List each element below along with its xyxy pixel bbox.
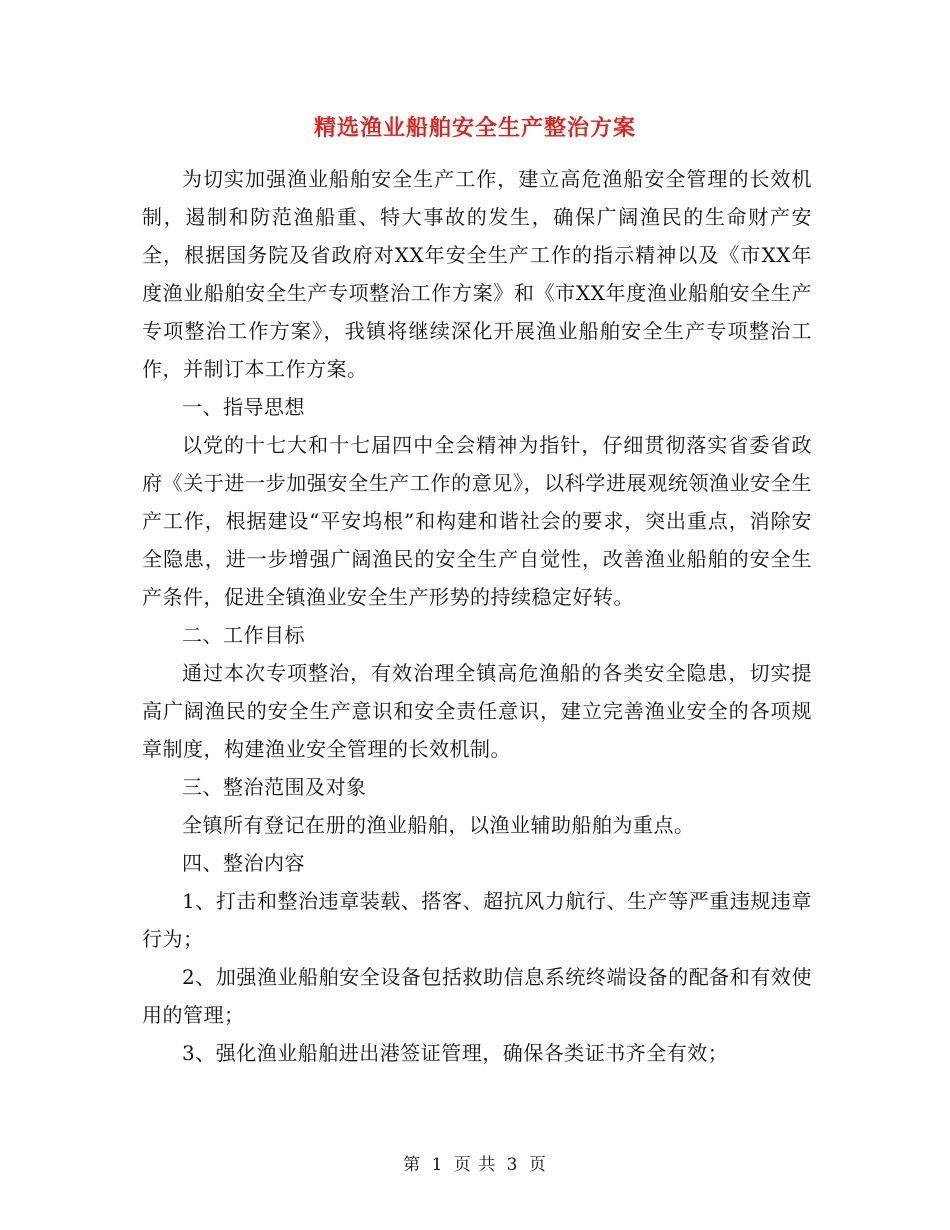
paragraph-scope: 全镇所有登记在册的渔业船舶，以渔业辅助船舶为重点。	[182, 813, 695, 837]
footer-suffix: 页	[528, 1155, 547, 1175]
list-item-3: 3、强化渔业船舶进出港签证管理，确保各类证书齐全有效；	[182, 1041, 729, 1065]
list-item-1: 1、打击和整治违章装载、搭客、超抗风力航行、生产等严重违规违章行为；	[142, 889, 812, 951]
heading-scope: 三、整治范围及对象	[182, 775, 367, 799]
heading-work-goals: 二、工作目标	[182, 623, 305, 647]
footer-total-pages: 3	[506, 1155, 519, 1175]
heading-content: 四、整治内容	[182, 851, 305, 875]
paragraph-intro: 为切实加强渔业船舶安全生产工作，建立高危渔船安全管理的长效机制，遏制和防范渔船重、特大事故的发生，确保广阔渔民的生命财产安全，根据国务院及省政府对XX年安全生产工作的指示精神以及《市XX年度渔业船舶安全生产专项整治工作方案》和《市XX年度渔业船舶安全生产专项整治工作方案》，我镇将继续深化开展渔业船舶安全生产专项整治工作，并制订本工作方案。	[142, 167, 812, 381]
document-body	[142, 160, 812, 1072]
page-footer	[0, 1153, 950, 1177]
footer-page-number: 1	[431, 1155, 444, 1175]
list-item-2: 2、加强渔业船舶安全设备包括救助信息系统终端设备的配备和有效使用的管理；	[142, 965, 812, 1027]
heading-guiding-ideology: 一、指导思想	[182, 395, 305, 419]
footer-prefix: 第	[403, 1155, 422, 1175]
paragraph-work-goals: 通过本次专项整治，有效治理全镇高危渔船的各类安全隐患，切实提高广阔渔民的安全生产意识和安全责任意识，建立完善渔业安全的各项规章制度，构建渔业安全管理的长效机制。	[142, 661, 812, 761]
paragraph-guiding-ideology: 以党的十七大和十七届四中全会精神为指针，仔细贯彻落实省委省政府《关于进一步加强安全生产工作的意见》，以科学进展观统领渔业安全生产工作，根据建设“平安坞根”和构建和谐社会的要求，突出重点，消除安全隐患，进一步增强广阔渔民的安全生产自觉性，改善渔业船舶的安全生产条件，促进全镇渔业安全生产形势的持续稳定好转。	[142, 433, 812, 609]
document-title: 精选渔业船舶安全生产整治方案	[313, 115, 636, 141]
footer-middle: 页 共	[453, 1155, 497, 1175]
